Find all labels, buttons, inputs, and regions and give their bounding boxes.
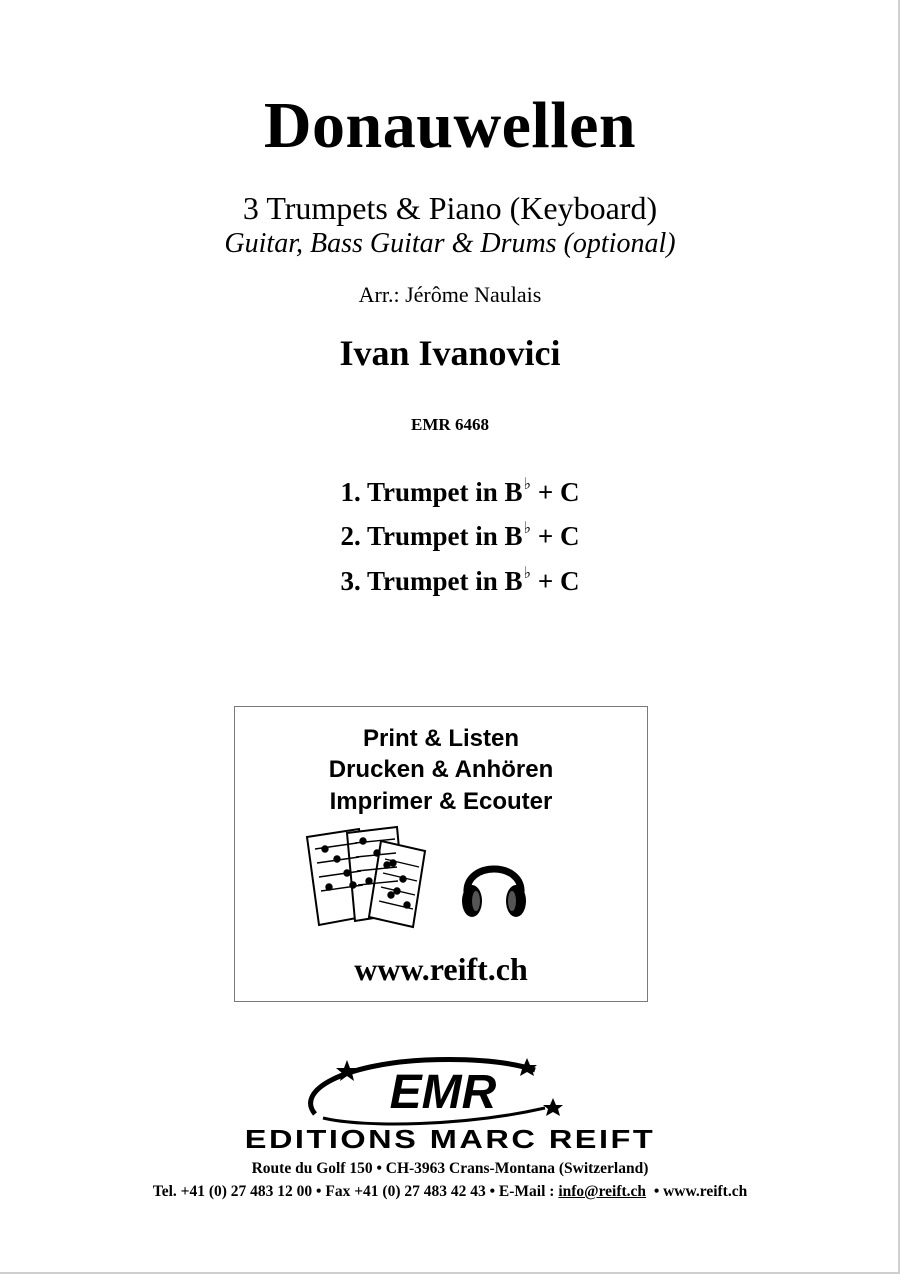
flat-sign: ♭: [523, 476, 532, 493]
part-line: [0, 518, 900, 552]
headphones-icon: [459, 845, 529, 925]
part-name: 2. Trumpet in B: [340, 521, 523, 551]
instrumentation: 3 Trumpets & Piano (Keyboard): [242, 190, 658, 226]
part-line: [0, 563, 900, 597]
composer: Ivan Ivanovici: [339, 333, 561, 373]
promo-line-french: Imprimer & Ecouter: [329, 788, 553, 815]
promo-line-german: Drucken & Anhören: [328, 756, 554, 783]
promo-line-english: Print & Listen: [362, 725, 519, 752]
emr-logo: [295, 1050, 585, 1130]
promo-url[interactable]: www.reift.ch: [354, 951, 528, 987]
contact-phone-fax: Tel. +41 (0) 27 483 12 00 • Fax +41 (0) 27 483 42 43 • E-Mail :: [152, 1183, 559, 1200]
part-line: [0, 474, 900, 508]
arranger: Arr.: Jérôme Naulais: [358, 282, 542, 307]
optional-instruments: Guitar, Bass Guitar & Drums (optional): [224, 228, 676, 259]
email-link[interactable]: info@reift.ch: [558, 1183, 647, 1200]
contact-website[interactable]: • www.reift.ch: [646, 1183, 748, 1200]
print-listen-box: [234, 706, 648, 1002]
flat-sign: ♭: [523, 565, 532, 582]
publisher-address: Route du Golf 150 • CH-3963 Crans-Montana (Switzerland): [251, 1160, 649, 1177]
flat-sign: ♭: [523, 520, 532, 537]
catalog-number: EMR 6468: [411, 415, 489, 434]
publisher-name: EDITIONS MARC REIFT: [244, 1124, 656, 1154]
publisher-contact: [0, 1183, 900, 1201]
page-title: Donauwellen: [263, 89, 637, 162]
part-suffix: + C: [531, 521, 580, 551]
part-name: 1. Trumpet in B: [340, 477, 523, 507]
part-name: 3. Trumpet in B: [340, 566, 523, 596]
sheet-music-icon: [301, 823, 441, 933]
logo-text: EMR: [389, 1066, 497, 1119]
part-suffix: + C: [531, 566, 580, 596]
part-suffix: + C: [531, 477, 580, 507]
